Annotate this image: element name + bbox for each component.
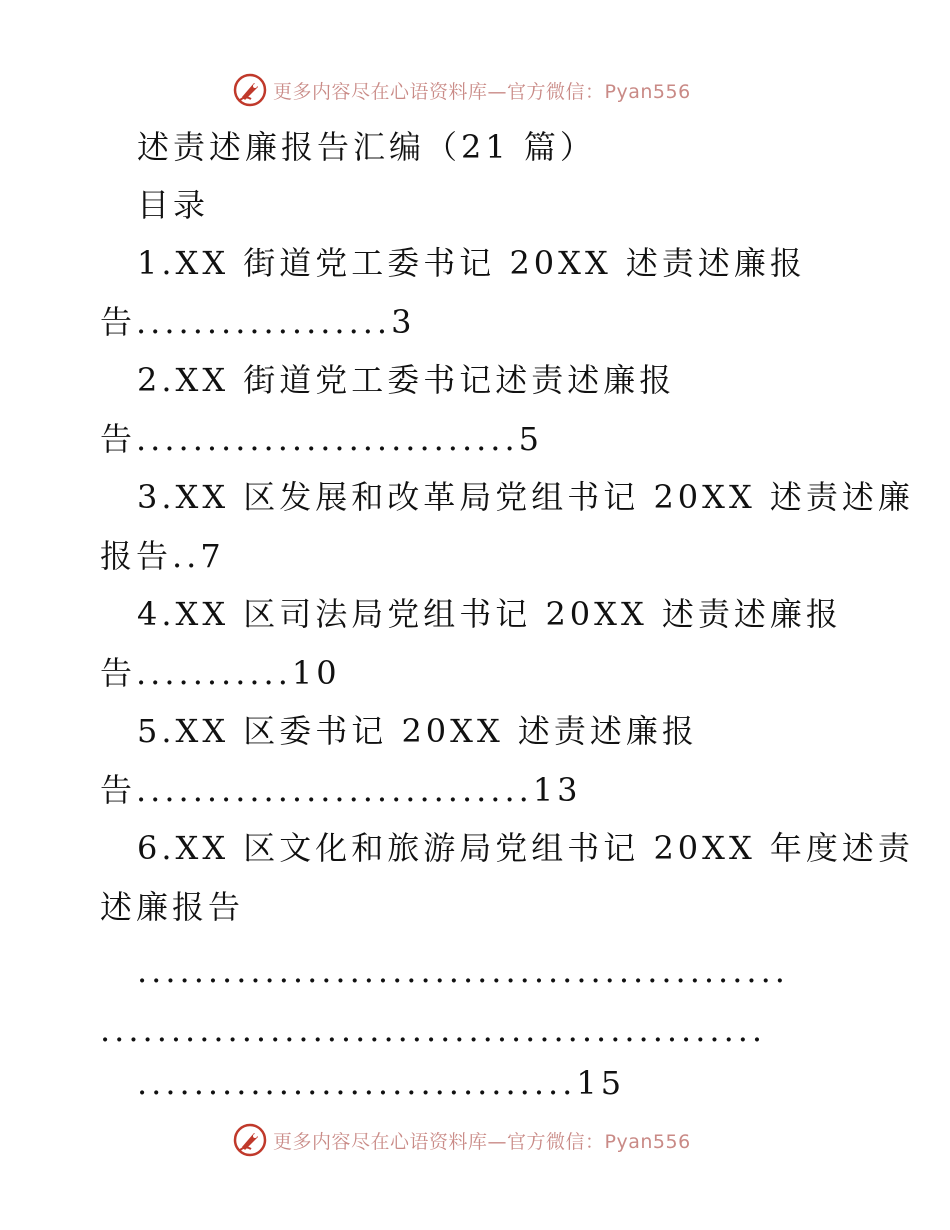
toc-entry-line: 6.XX 区文化和旅游局党组书记 20XX 年度述责 [137, 829, 914, 867]
toc-entry-line: 告...........................5 [100, 420, 544, 458]
toc-leader-dots: ............................................... [100, 1011, 767, 1049]
toc-heading: 目录 [137, 186, 210, 224]
toc-entry-line: 告...........10 [100, 654, 341, 692]
toc-entry-line: 4.XX 区司法局党组书记 20XX 述责述廉报 [137, 595, 842, 633]
toc-entry-line: 3.XX 区发展和改革局党组书记 20XX 述责述廉 [137, 478, 914, 516]
watermark-text: 更多内容尽在心语资料库—官方微信：Pyan556 [273, 1130, 691, 1153]
header-watermark-banner [233, 70, 753, 110]
toc-entry-line: 告..................3 [100, 303, 416, 341]
toc-entry-line: ...............................15 [137, 1064, 626, 1102]
toc-leader-dots: .............................................. [137, 952, 789, 990]
watermark-text: 更多内容尽在心语资料库—官方微信：Pyan556 [273, 80, 691, 103]
toc-entry-line: 报告..7 [100, 537, 225, 575]
toc-entry-line: 5.XX 区委书记 20XX 述责述廉报 [137, 712, 698, 750]
toc-entry-line: 2.XX 街道党工委书记述责述廉报 [137, 361, 676, 399]
footer-watermark-banner [233, 1120, 753, 1160]
toc-entry-line: 述廉报告 [100, 888, 245, 926]
toc-entry-line: 告............................13 [100, 771, 582, 809]
document-title: 述责述廉报告汇编（21 篇） [137, 128, 596, 166]
pen-nib-logo-icon [233, 1123, 267, 1157]
pen-nib-logo-icon [233, 73, 267, 107]
toc-entry-line: 1.XX 街道党工委书记 20XX 述责述廉报 [137, 244, 806, 282]
